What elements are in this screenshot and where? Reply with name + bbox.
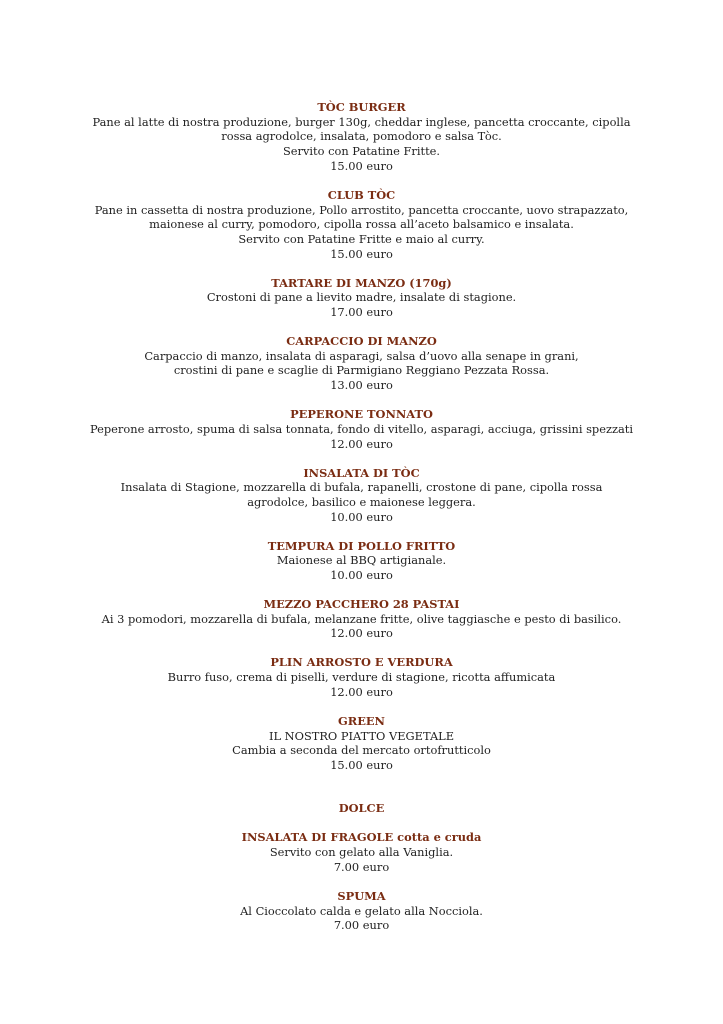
menu: [0, 100, 723, 947]
menu-item: [0, 466, 723, 525]
menu-item-description: Peperone arrosto, spuma di salsa tonnata, fondo di vitello, asparagi, acciuga, grissini spezzati: [90, 421, 633, 436]
menu-item: [0, 276, 723, 320]
menu-item-title: TEMPURA DI POLLO FRITTO: [267, 538, 456, 553]
menu-item-price: 10.00 euro: [330, 568, 393, 583]
menu-item-price: 15.00 euro: [330, 158, 393, 173]
menu-item-title: TARTARE DI MANZO (170g): [271, 275, 452, 290]
menu-item-title: CLUB TÒC: [327, 187, 396, 202]
menu-item-price: 7.00 euro: [333, 918, 390, 933]
menu-item: [0, 597, 723, 641]
menu-item-price: 10.00 euro: [330, 509, 393, 524]
menu-item: [0, 407, 723, 451]
menu-item-description: Cambia a seconda del mercato ortofrutticolo: [232, 743, 491, 758]
menu-item-description: crostini di pane e scaglie di Parmigiano Reggiano Pezzata Rossa.: [173, 363, 550, 378]
menu-item-description: rossa agrodolce, insalata, pomodoro e salsa Tòc.: [221, 129, 502, 144]
menu-item: [0, 655, 723, 699]
section-heading-dolce: DOLCE: [338, 800, 385, 815]
menu-item-title: MEZZO PACCHERO 28 PASTAI: [263, 597, 460, 612]
menu-item-description: Servito con Patatine Fritte e maio al curry.: [238, 231, 485, 246]
menu-item-title: GREEN: [338, 713, 385, 728]
menu-item-price: 17.00 euro: [330, 305, 393, 320]
menu-item-description: Ai 3 pomodori, mozzarella di bufala, melanzane fritte, olive taggiasche e pesto di basilico.: [101, 611, 622, 626]
menu-item-price: 15.00 euro: [330, 246, 393, 261]
menu-item-title: TÒC BURGER: [317, 100, 406, 114]
menu-item-description: Al Cioccolato calda e gelato alla Nocciola.: [240, 903, 483, 918]
menu-item: [0, 539, 723, 583]
menu-item-title: INSALATA DI FRAGOLE cotta e cruda: [241, 830, 482, 845]
menu-item: [0, 830, 723, 874]
menu-item-description: maionese al curry, pomodoro, cipolla rossa all’aceto balsamico e insalata.: [149, 217, 574, 232]
menu-item-description: Servito con Patatine Fritte.: [282, 144, 441, 159]
menu-item-description: Insalata di Stagione, mozzarella di bufala, rapanelli, crostone di pane, cipolla rossa: [120, 480, 603, 495]
menu-item: [0, 334, 723, 393]
menu-item: [0, 889, 723, 933]
menu-item-price: 12.00 euro: [330, 436, 393, 451]
menu-item-description: agrodolce, basilico e maionese leggera.: [247, 494, 476, 509]
menu-item-title: CARPACCIO DI MANZO: [286, 334, 437, 349]
menu-item-title: INSALATA DI TÒC: [303, 465, 420, 480]
menu-item-description: Servito con gelato alla Vaniglia.: [269, 845, 454, 860]
menu-item-description: Carpaccio di manzo, insalata di asparagi, salsa d’uovo alla senape in grani,: [144, 348, 579, 363]
menu-item-description: Maionese al BBQ artigianale.: [276, 553, 447, 568]
menu-item: [0, 100, 723, 174]
menu-item-title: SPUMA: [337, 888, 386, 903]
menu-item-title: PEPERONE TONNATO: [290, 407, 433, 422]
menu-item-description: Crostoni di pane a lievito madre, insalate di stagione.: [206, 290, 517, 305]
menu-item: [0, 714, 723, 773]
menu-item-price: 15.00 euro: [330, 757, 393, 772]
menu-item-description: Pane in cassetta di nostra produzione, Pollo arrostito, pancetta croccante, uovo strapazzato,: [94, 202, 629, 217]
menu-item-description: Pane al latte di nostra produzione, burger 130g, cheddar inglese, pancetta croccante, cipolla: [92, 114, 631, 129]
menu-item-price: 12.00 euro: [330, 626, 393, 641]
menu-item-price: 13.00 euro: [330, 378, 393, 393]
menu-item: [0, 188, 723, 262]
menu-item-description: Burro fuso, crema di piselli, verdure di stagione, ricotta affumicata: [167, 670, 556, 685]
menu-item-title: PLIN ARROSTO E VERDURA: [270, 655, 453, 670]
menu-item-price: 7.00 euro: [333, 859, 390, 874]
menu-item-price: 12.00 euro: [330, 684, 393, 699]
menu-item-description: IL NOSTRO PIATTO VEGETALE: [268, 728, 455, 743]
